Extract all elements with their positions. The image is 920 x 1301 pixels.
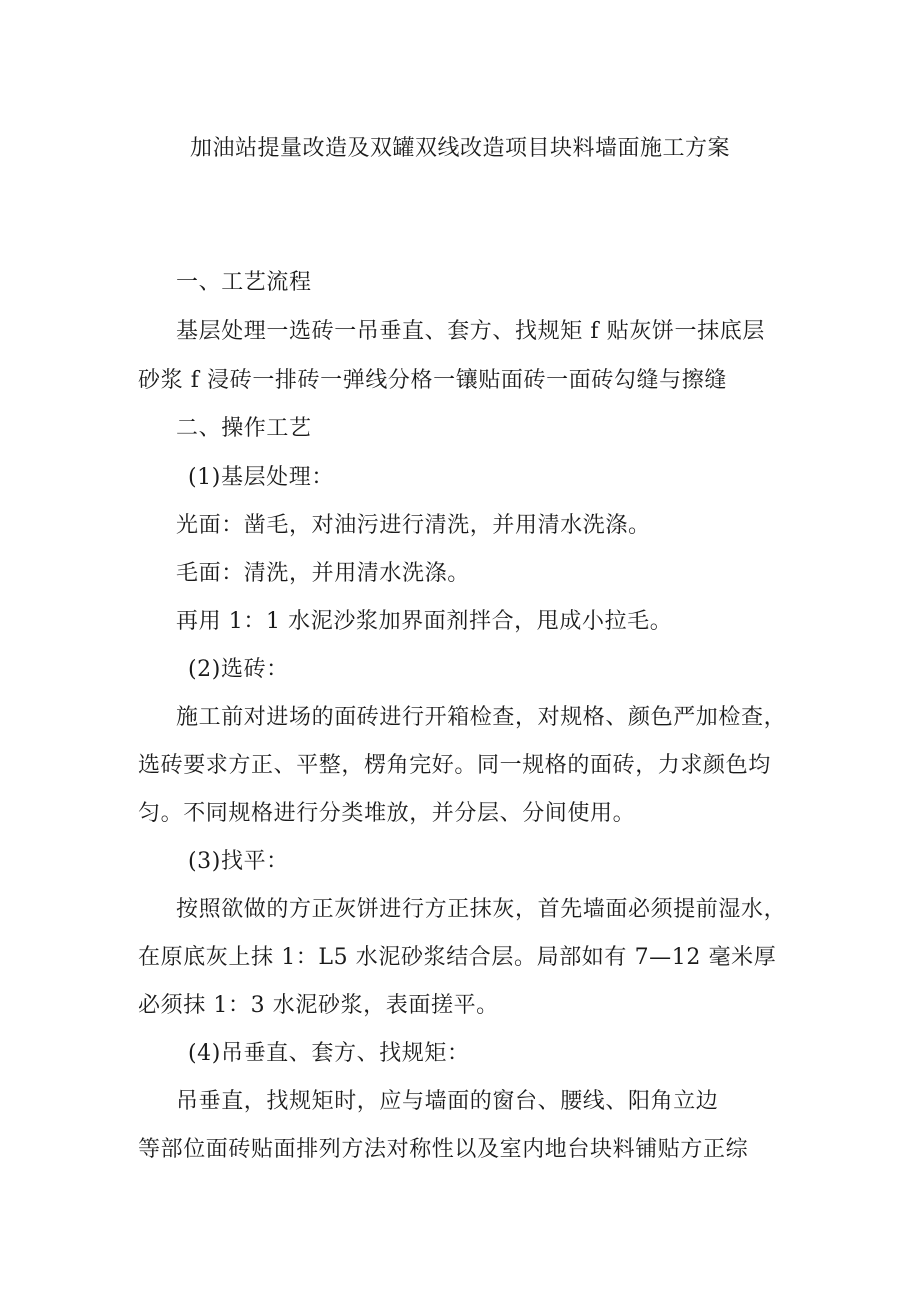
paragraph-line: 砂浆 f 浸砖一排砖一弹线分格一镶贴面砖一面砖勾缝与擦缝 <box>138 368 727 393</box>
paragraph-line: 基层处理一选砖一吊垂直、套方、找规矩 f 贴灰饼一抹底层 <box>176 319 765 344</box>
paragraph-line: 在原底灰上抹 1：L5 水泥砂浆结合层。局部如有 7—12 毫米厚 <box>138 945 777 970</box>
paragraph-line: 选砖要求方正、平整，楞角完好。同一规格的面砖，力求颜色均 <box>138 753 771 778</box>
paragraph-line: 等部位面砖贴面排列方法对称性以及室内地台块料铺贴方正综 <box>138 1137 749 1162</box>
paragraph-line: 按照欲做的方正灰饼进行方正抹灰，首先墙面必须提前湿水， <box>176 897 787 922</box>
subsection-heading: (2)选砖： <box>188 657 289 682</box>
paragraph-line: 光面：凿毛，对油污进行清洗，并用清水洗涤。 <box>176 513 651 538</box>
section-heading-operation: 二、操作工艺 <box>176 416 312 441</box>
paragraph-line: 毛面：清洗，并用清水洗涤。 <box>176 561 470 586</box>
section-heading-process-flow: 一、工艺流程 <box>176 270 312 295</box>
paragraph-line: 再用 1：1 水泥沙浆加界面剂拌合，甩成小拉毛。 <box>176 609 673 634</box>
paragraph-line: 必须抹 1：3 水泥砂浆，表面搓平。 <box>138 993 499 1018</box>
subsection-heading: (4)吊垂直、套方、找规矩： <box>188 1041 470 1066</box>
subsection-heading: (1)基层处理： <box>188 465 334 490</box>
document-title: 加油站提量改造及双罐双线改造项目块料墙面施工方案 <box>189 136 730 161</box>
paragraph-line: 吊垂直，找规矩时，应与墙面的窗台、腰线、阳角立边 <box>176 1089 719 1114</box>
paragraph-line: 施工前对进场的面砖进行开箱检查，对规格、颜色严加检查， <box>176 705 787 730</box>
subsection-heading: (3)找平： <box>188 849 289 874</box>
paragraph-line: 匀。不同规格进行分类堆放，并分层、分间使用。 <box>138 801 636 826</box>
